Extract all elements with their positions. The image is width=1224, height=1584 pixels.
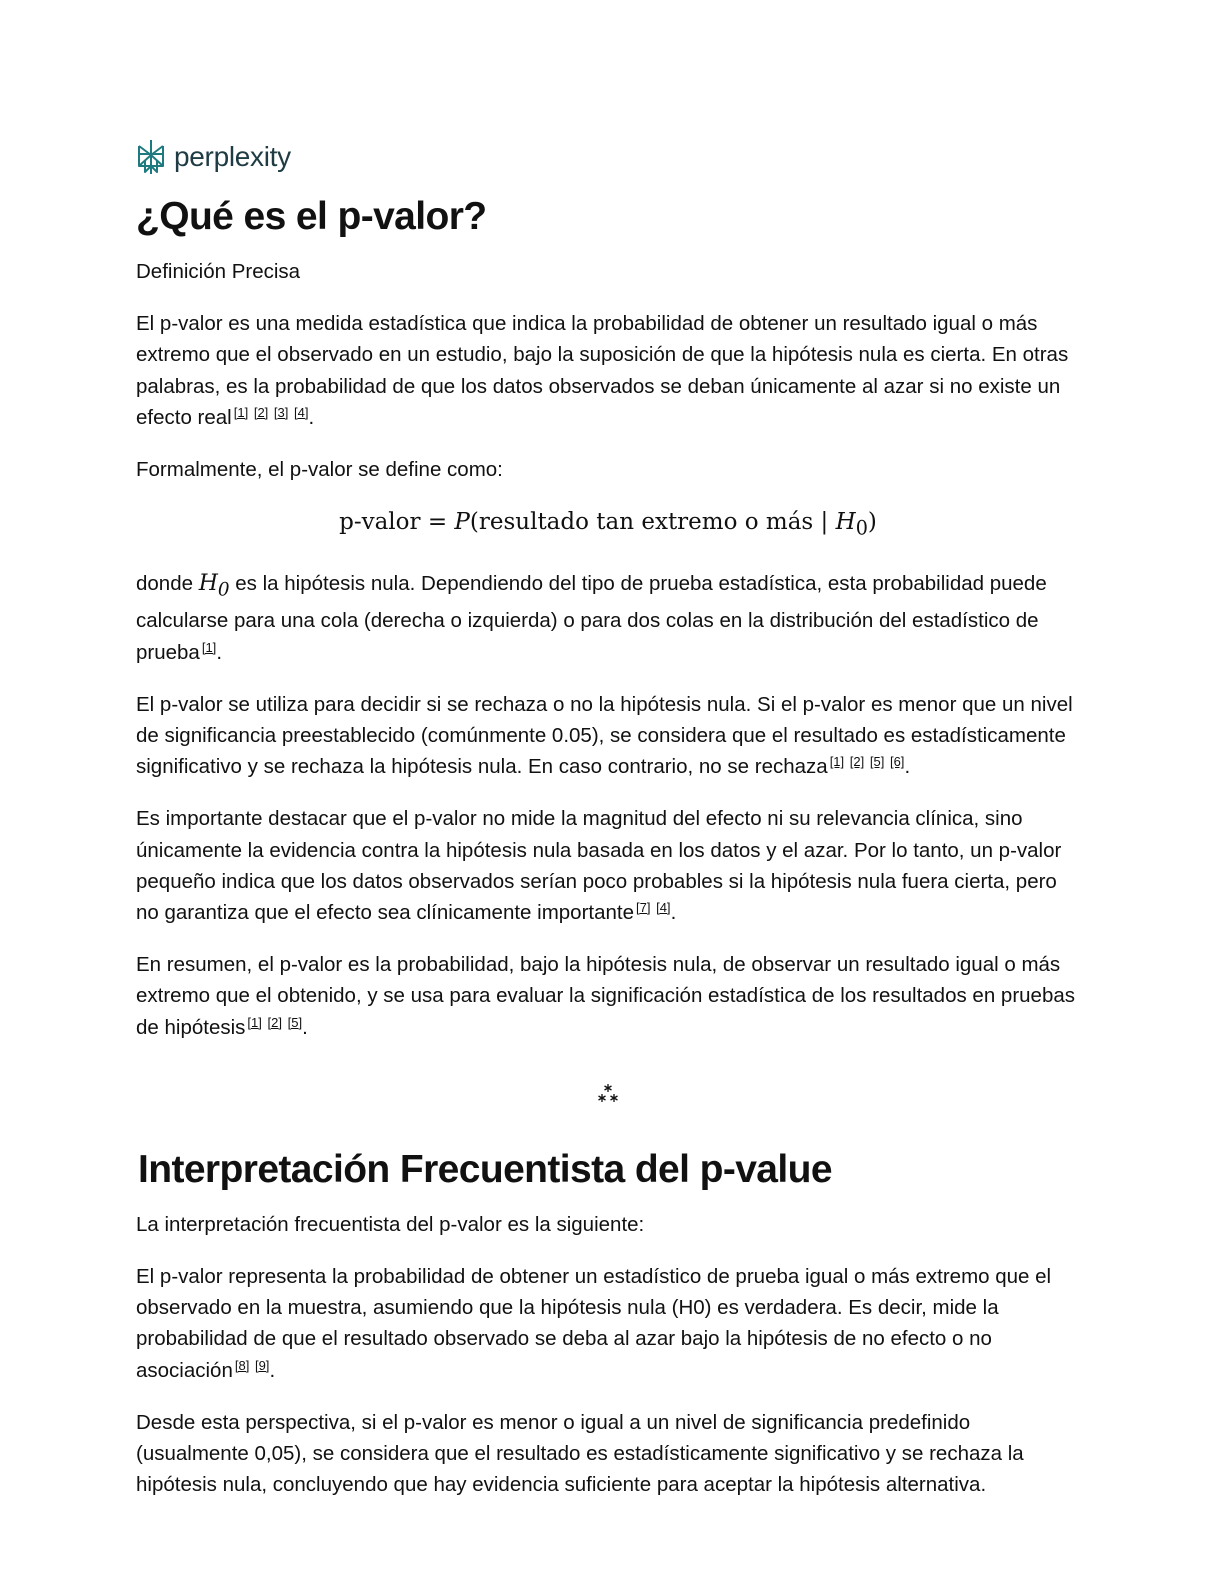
citation-link[interactable]: [2]	[849, 754, 865, 770]
formula-h: H	[835, 509, 856, 536]
period: .	[302, 1015, 308, 1039]
period: .	[216, 640, 223, 664]
citation-group	[200, 640, 216, 655]
citation-group	[233, 1358, 270, 1373]
paragraph-text: donde	[136, 571, 199, 595]
paragraph-formal: Formalmente, el p-valor se define como:	[136, 458, 503, 482]
paragraph-clinical	[136, 803, 1080, 928]
period: .	[670, 901, 677, 925]
formula-p: P	[454, 509, 470, 536]
period: .	[904, 755, 911, 779]
section-subtitle: Definición Precisa	[136, 260, 301, 283]
brand-name: perplexity	[174, 141, 291, 172]
page-title: ¿Qué es el p-valor?	[136, 195, 487, 238]
citation-link[interactable]: [1]	[233, 404, 249, 420]
citation-link[interactable]: [2]	[267, 1014, 282, 1030]
formula-close: )	[867, 509, 877, 536]
citation-link[interactable]: [1]	[201, 639, 217, 655]
paragraph-text: Es importante destacar que el p-valor no mide la magnitud del efecto ni su relevancia clínica, sino únicamente la evidencia contra la hipótesis nula basada en los datos y el azar. Por lo tanto, un p-valor pequeño indica que los datos observados serían poco probables si la hipótesis nula fuera cierta, pero no garantiza que el efecto sea clínicamente importante	[136, 807, 1062, 925]
asterism-separator-icon	[595, 1081, 621, 1107]
citation-link[interactable]: [7]	[636, 900, 651, 916]
document-page	[136, 138, 1080, 1500]
citation-link[interactable]: [9]	[254, 1357, 270, 1373]
citation-link[interactable]: [5]	[869, 754, 885, 770]
paragraph-definition	[136, 308, 1080, 433]
citation-link[interactable]: [1]	[247, 1014, 262, 1030]
section-separator	[136, 1081, 1080, 1107]
formula-body: (resultado tan extremo o más |	[469, 509, 836, 536]
paragraph-intro: La interpretación frecuentista del p-valor es la siguiente:	[136, 1212, 645, 1236]
paragraph-text: El p-valor es una medida estadística que indica la probabilidad de obtener un resultado igual o más extremo que el observado en un estudio, bajo la suposición de que la hipótesis nula es cierta. En otras palabras, es la probabilidad de que los datos observados se deban únicamente al azar si no existe un efecto real	[136, 312, 1069, 429]
citation-group	[232, 405, 309, 420]
period: .	[308, 405, 315, 429]
math-sub: 0	[217, 579, 230, 601]
citation-group	[634, 900, 671, 915]
citation-link[interactable]: [4]	[656, 900, 671, 916]
citation-link[interactable]: [8]	[234, 1357, 250, 1373]
paragraph-null-hypothesis	[136, 568, 1080, 668]
paragraph-significance: Desde esta perspectiva, si el p-valor es menor o igual a un nivel de significancia predefinido (usualmente 0,05), se considera que el resultado es estadísticamente significativo y se rechaza la hipótesis nula, concluyendo que hay evidencia suficiente para aceptar la hipótesis alternativa.	[136, 1410, 1024, 1497]
math-h0	[198, 570, 230, 601]
citation-group	[828, 754, 905, 769]
math-h: H	[198, 570, 218, 596]
paragraph-frequentist	[136, 1261, 1080, 1386]
citation-link[interactable]: [3]	[273, 404, 289, 420]
paragraph-summary	[136, 949, 1080, 1043]
paragraph-text: En resumen, el p-valor es la probabilidad, bajo la hipótesis nula, de observar un resultado igual o más extremo que el obtenido, y se usa para evaluar la significación estadística de los resultados en pruebas de hipótesis	[136, 953, 1076, 1039]
section-heading: Interpretación Frecuentista del p-value	[138, 1147, 832, 1191]
paragraph-text: El p-valor se utiliza para decidir si se rechaza o no la hipótesis nula. Si el p-valor es menor que un nivel de significancia preestablecido (comúnmente 0.05), se considera que el resultado es estadísticamente significativo y se rechaza la hipótesis nula. En caso contrario, no se rechaza	[136, 692, 1073, 779]
citation-group	[245, 1015, 302, 1030]
formula-lhs: p-valor =	[339, 509, 455, 536]
citation-link[interactable]: [4]	[294, 404, 309, 420]
perplexity-logo-icon	[136, 138, 166, 176]
citation-link[interactable]: [1]	[829, 754, 845, 770]
paragraph-text: es la hipótesis nula. Dependiendo del tipo de prueba estadística, esta probabilidad puede calcularse para una cola (derecha o izquierda) o para dos colas en la distribución del estadístico de prueba	[136, 571, 1047, 664]
formula-sub: 0	[855, 516, 868, 540]
citation-link[interactable]: [5]	[287, 1014, 303, 1030]
paragraph-text: El p-valor representa la probabilidad de obtener un estadístico de prueba igual o más extremo que el observado en la muestra, asumiendo que la hipótesis nula (H0) es verdadera. Es decir, mide la probabilidad de que el resultado observado se deba al azar bajo la hipótesis de no efecto o no asociación	[136, 1265, 1052, 1382]
period: .	[269, 1358, 276, 1382]
citation-link[interactable]: [6]	[889, 754, 905, 770]
citation-link[interactable]: [2]	[253, 404, 269, 420]
p-value-formula	[136, 504, 1080, 547]
paragraph-decision	[136, 689, 1080, 783]
brand-logo[interactable]	[136, 138, 1080, 176]
